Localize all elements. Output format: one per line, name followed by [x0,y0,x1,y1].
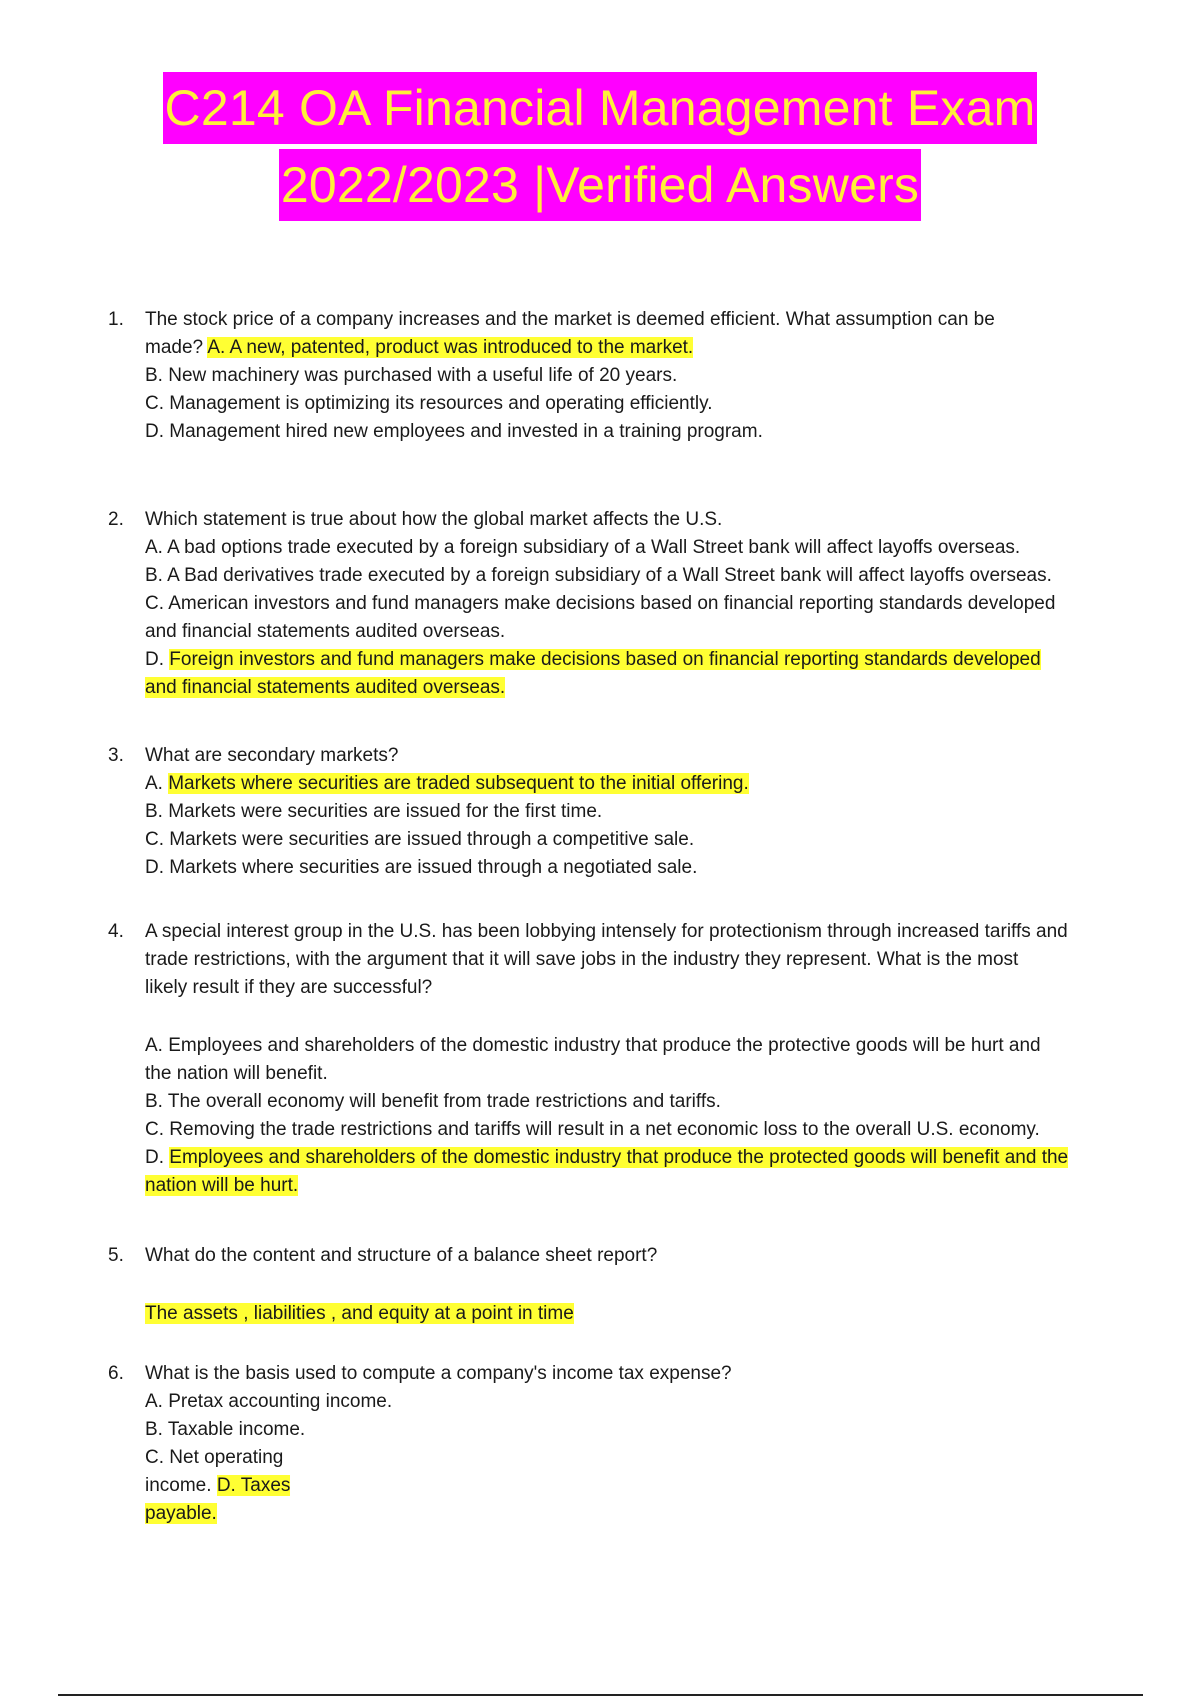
option-a: A. A bad options trade executed by a foreign subsidiary of a Wall Street bank will affect layoffs overseas. [145,537,1021,558]
question-stem: The stock price of a company increases and the market is deemed efficient. What assumption can be [145,309,995,330]
option-b: B. The overall economy will benefit from trade restrictions and tariffs. [145,1091,721,1112]
question-number: 1. [108,309,124,330]
question-number: 5. [108,1245,124,1266]
footer-rule [58,1694,1143,1696]
option-b: B. Markets were securities are issued for the first time. [145,801,603,822]
title-line-1: C214 OA Financial Management Exam [163,72,1038,144]
option-c: C. Net operating [145,1447,284,1468]
document-title [0,72,1200,221]
question-stem: trade restrictions, with the argument that it will save jobs in the industry they represent. What is the most [145,949,1019,970]
option-d: D. Markets where securities are issued through a negotiated sale. [145,857,698,878]
option-a: A. Pretax accounting income. [145,1391,393,1412]
option-letter: D. [145,649,164,670]
option-b: B. New machinery was purchased with a useful life of 20 years. [145,365,678,386]
option-c-continued: income. [145,1475,212,1496]
option-c-continued: and financial statements audited overseas. [145,621,506,642]
option-b: B. A Bad derivatives trade executed by a foreign subsidiary of a Wall Street bank will affect layoffs overseas. [145,565,1052,586]
question-number: 4. [108,921,124,942]
question-number: 2. [108,509,124,530]
highlighted-answer: The assets , liabilities , and equity at a point in time [145,1303,574,1324]
option-c: C. Markets were securities are issued through a competitive sale. [145,829,695,850]
question-stem: made? [145,337,204,358]
option-a: A. Employees and shareholders of the domestic industry that produce the protective goods will be hurt and [145,1035,1041,1056]
highlighted-answer: D. Taxes [216,1475,291,1496]
question-stem: Which statement is true about how the global market affects the U.S. [145,509,723,530]
question-stem: What are secondary markets? [145,745,399,766]
highlighted-answer: Markets where securities are traded subsequent to the initial offering. [168,773,749,794]
highlighted-answer: and financial statements audited overseas. [145,677,506,698]
question-stem: A special interest group in the U.S. has been lobbying intensely for protectionism through increased tariffs and [145,921,1068,942]
option-c: C. Removing the trade restrictions and tariffs will result in a net economic loss to the overall U.S. economy. [145,1119,1040,1140]
highlighted-answer: Employees and shareholders of the domestic industry that produce the protected goods will benefit and the [169,1147,1069,1168]
option-c: C. American investors and fund managers make decisions based on financial reporting standards developed [145,593,1056,614]
option-b: B. Taxable income. [145,1419,306,1440]
question-stem: What is the basis used to compute a company's income tax expense? [145,1363,732,1384]
question-stem: What do the content and structure of a balance sheet report? [145,1245,658,1266]
option-d: D. Management hired new employees and invested in a training program. [145,421,763,442]
title-line-2: 2022/2023 |Verified Answers [279,149,921,221]
option-letter: D. [145,1147,164,1168]
question-number: 6. [108,1363,124,1384]
question-stem: likely result if they are successful? [145,977,433,998]
highlighted-answer: nation will be hurt. [145,1175,299,1196]
option-letter: A. [145,773,163,794]
option-c: C. Management is optimizing its resources and operating efficiently. [145,393,713,414]
question-number: 3. [108,745,124,766]
highlighted-answer: Foreign investors and fund managers make decisions based on financial reporting standards developed [169,649,1041,670]
highlighted-answer: A. A new, patented, product was introduced to the market. [207,337,694,358]
option-a-continued: the nation will benefit. [145,1063,328,1084]
highlighted-answer: payable. [145,1503,217,1524]
